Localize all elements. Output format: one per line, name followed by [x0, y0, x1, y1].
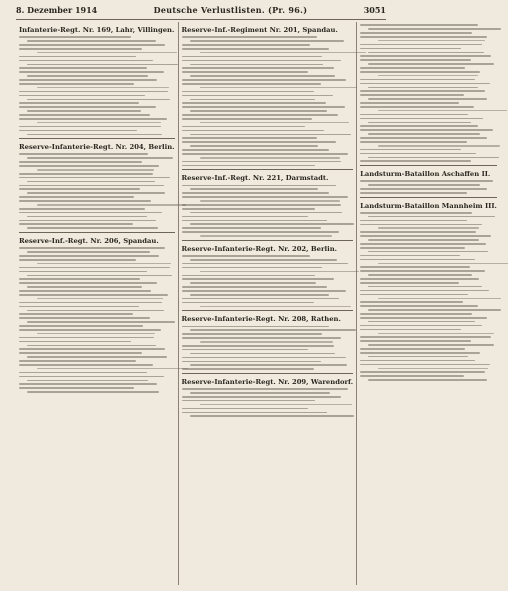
- text-line: [19, 56, 136, 58]
- text-line: [19, 208, 145, 210]
- text-line: [368, 216, 495, 218]
- text-line: [182, 361, 321, 363]
- text-line: [19, 376, 164, 378]
- text-line: [182, 130, 324, 132]
- text-line: [182, 126, 306, 128]
- text-line: [37, 169, 154, 171]
- text-line: [190, 259, 338, 261]
- text-line: [27, 227, 158, 229]
- text-line: [182, 114, 338, 116]
- text-line: [19, 153, 148, 155]
- text-line: [37, 52, 177, 54]
- text-line: [190, 415, 355, 417]
- text-line: [182, 102, 326, 104]
- text-line: [360, 90, 484, 92]
- text-line: [19, 282, 157, 284]
- text-line: [27, 380, 148, 382]
- section-heading: Landsturm-Bataillon Aschaffen II.: [360, 170, 491, 179]
- text-line: [19, 212, 162, 214]
- text-line: [19, 220, 156, 222]
- text-line: [19, 48, 142, 50]
- text-line: [378, 333, 494, 335]
- text-line: [182, 71, 309, 73]
- text-line: [200, 200, 341, 202]
- text-line: [360, 290, 489, 292]
- text-line: [182, 91, 314, 93]
- text-line: [378, 110, 507, 112]
- text-line: [360, 220, 467, 222]
- text-line: [19, 71, 164, 73]
- text-line: [360, 48, 461, 50]
- text-line: [182, 165, 316, 167]
- text-line: [200, 341, 334, 343]
- text-line: [368, 184, 480, 186]
- text-line: [368, 52, 484, 54]
- section-heading: Reserve-Infanterie-Regt. Nr. 209, Warendorf.: [181, 377, 354, 386]
- text-line: [368, 63, 494, 65]
- text-line: [182, 44, 311, 46]
- text-line: [19, 60, 153, 62]
- text-line: [368, 251, 488, 253]
- text-line: [182, 220, 328, 222]
- text-line: [182, 263, 348, 265]
- text-line: [360, 243, 486, 245]
- page-number: 3051: [363, 5, 386, 15]
- text-line: [190, 282, 317, 284]
- text-line: [27, 310, 164, 312]
- section-heading: Reserve-Infanterie-Regt. Nr. 208, Rathen.: [181, 315, 341, 324]
- text-line: [182, 231, 340, 233]
- text-line: [19, 44, 165, 46]
- text-line: [182, 79, 347, 81]
- text-line: [360, 32, 472, 34]
- section-heading: Reserve-Infanterie-Regt. Nr. 204, Berlin.: [19, 143, 175, 152]
- text-line: [182, 204, 342, 206]
- column-2: [178, 22, 357, 585]
- text-line: [19, 348, 165, 350]
- text-line: [190, 212, 343, 214]
- text-line: [368, 122, 471, 124]
- section-divider: [182, 373, 354, 374]
- page-header: [16, 5, 386, 20]
- text-line: [378, 298, 501, 300]
- text-line: [19, 372, 147, 374]
- section-heading: Reserve-Inf.-Regiment Nr. 201, Spandau.: [181, 26, 338, 34]
- text-line: [200, 306, 351, 308]
- text-line: [182, 161, 342, 163]
- text-line: [182, 192, 330, 194]
- text-line: [190, 75, 336, 77]
- text-line: [19, 102, 139, 104]
- text-line: [182, 227, 321, 229]
- text-line: [190, 294, 329, 296]
- text-line: [360, 235, 491, 237]
- text-line: [19, 383, 157, 385]
- text-line: [360, 259, 475, 261]
- text-line: [182, 267, 323, 269]
- text-line: [19, 341, 131, 343]
- text-line: [19, 36, 131, 38]
- text-line: [360, 224, 482, 226]
- text-line: [190, 134, 351, 136]
- text-line: [360, 270, 484, 272]
- text-line: [27, 157, 173, 159]
- text-line: [368, 98, 487, 100]
- text-line: [19, 317, 150, 319]
- text-line: [27, 110, 141, 112]
- text-line: [360, 153, 476, 155]
- text-line: [368, 286, 482, 288]
- text-line: [368, 87, 477, 89]
- text-line: [182, 286, 328, 288]
- text-line: [378, 40, 485, 42]
- text-line: [27, 216, 147, 218]
- text-line: [360, 71, 480, 73]
- text-line: [182, 118, 312, 120]
- text-line: [360, 24, 478, 26]
- text-line: [182, 67, 335, 69]
- text-line: [200, 235, 332, 237]
- text-line: [360, 44, 482, 46]
- text-line: [200, 157, 341, 159]
- text-line: [19, 67, 147, 69]
- text-line: [360, 149, 461, 151]
- text-line: [360, 67, 465, 69]
- text-line: [368, 321, 475, 323]
- text-line: [360, 360, 475, 362]
- text-line: [368, 356, 468, 358]
- text-line: [27, 134, 162, 136]
- text-line: [182, 368, 314, 370]
- text-line: [182, 400, 316, 402]
- text-line: [182, 349, 309, 351]
- text-line: [360, 188, 487, 190]
- text-line: [190, 188, 319, 190]
- text-line: [27, 391, 159, 393]
- text-line: [37, 368, 188, 370]
- text-line: [360, 118, 483, 120]
- text-line: [190, 392, 331, 394]
- text-line: [37, 263, 171, 265]
- text-line: [360, 36, 487, 38]
- text-line: [182, 216, 309, 218]
- text-line: [182, 298, 340, 300]
- text-line: [19, 294, 168, 296]
- text-line: [360, 212, 472, 214]
- text-line: [19, 387, 134, 389]
- text-line: [37, 204, 186, 206]
- text-line: [360, 83, 490, 85]
- text-line: [19, 302, 162, 304]
- text-line: [182, 302, 314, 304]
- text-line: [190, 110, 327, 112]
- text-line: [19, 173, 153, 175]
- text-line: [360, 371, 484, 373]
- text-line: [360, 137, 487, 139]
- text-line: [360, 102, 458, 104]
- text-line: [19, 278, 140, 280]
- text-line: [19, 106, 156, 108]
- text-line: [360, 325, 482, 327]
- text-line: [19, 360, 136, 362]
- text-line: [360, 329, 461, 331]
- text-line: [378, 227, 479, 229]
- text-line: [182, 333, 323, 335]
- text-line: [182, 56, 323, 58]
- text-line: [19, 91, 168, 93]
- text-line: [360, 247, 465, 249]
- section-heading: Reserve-Inf.-Regt. Nr. 206, Spandau.: [19, 236, 159, 245]
- text-line: [360, 336, 491, 338]
- text-line: [360, 340, 471, 342]
- text-line: [360, 180, 493, 182]
- text-line: [19, 352, 142, 354]
- text-line: [182, 408, 309, 410]
- text-line: [19, 118, 167, 120]
- text-line: [360, 255, 460, 257]
- text-line: [19, 130, 137, 132]
- text-line: [182, 60, 342, 62]
- text-line: [182, 95, 333, 97]
- text-line: [19, 196, 134, 198]
- text-line: [368, 157, 499, 159]
- text-line: [368, 309, 501, 311]
- text-line: [27, 356, 167, 358]
- text-line: [182, 36, 318, 38]
- text-line: [182, 290, 347, 292]
- text-line: [19, 188, 140, 190]
- text-line: [182, 153, 348, 155]
- text-line: [27, 286, 142, 288]
- text-line: [190, 145, 319, 147]
- text-line: [182, 345, 335, 347]
- text-line: [360, 364, 490, 366]
- text-line: [190, 64, 324, 66]
- text-line: [27, 181, 155, 183]
- text-line: [19, 83, 134, 85]
- text-line: [200, 52, 366, 54]
- text-line: [360, 352, 480, 354]
- text-line: [360, 266, 469, 268]
- text-line: [360, 79, 475, 81]
- section-heading: Reserve-Infanterie-Regt. Nr. 202, Berlin.: [181, 244, 338, 253]
- text-line: [360, 129, 493, 131]
- text-line: [19, 126, 161, 128]
- text-line: [182, 141, 336, 143]
- text-line: [27, 40, 156, 42]
- text-line: [27, 192, 165, 194]
- text-line: [27, 75, 148, 77]
- text-line: [200, 271, 360, 273]
- text-line: [27, 345, 156, 347]
- text-line: [360, 114, 468, 116]
- text-line: [368, 28, 501, 30]
- text-line: [182, 357, 347, 359]
- text-line: [182, 83, 321, 85]
- text-line: [19, 165, 159, 167]
- text-line: [27, 251, 150, 253]
- text-line: [182, 48, 330, 50]
- text-line: [360, 375, 464, 377]
- text-line: [37, 298, 163, 300]
- text-line: [190, 364, 348, 366]
- column-1: [16, 22, 178, 585]
- text-line: [19, 177, 170, 179]
- text-line: [360, 192, 467, 194]
- section-divider: [182, 169, 354, 170]
- text-line: [360, 94, 464, 96]
- text-line: [360, 348, 465, 350]
- text-line: [19, 313, 133, 315]
- text-line: [360, 294, 468, 296]
- text-line: [182, 208, 316, 210]
- text-line: [360, 317, 487, 319]
- text-line: [19, 259, 136, 261]
- text-line: [360, 59, 471, 61]
- text-line: [37, 122, 161, 124]
- text-line: [378, 75, 478, 77]
- text-line: [27, 275, 172, 277]
- section-divider: [19, 232, 175, 233]
- text-line: [200, 404, 353, 406]
- text-line: [27, 64, 178, 66]
- text-line: [19, 329, 161, 331]
- text-line: [190, 353, 336, 355]
- text-line: [19, 364, 153, 366]
- header-title: Deutsche Verlustlisten. (Pr. 96.): [153, 5, 308, 15]
- text-line: [182, 388, 348, 390]
- text-line: [360, 125, 478, 127]
- section-divider: [360, 197, 497, 198]
- section-divider: [182, 240, 354, 241]
- text-line: [182, 326, 330, 328]
- text-line: [182, 278, 335, 280]
- text-line: [27, 321, 175, 323]
- text-line: [19, 306, 139, 308]
- text-line: [182, 337, 342, 339]
- text-line: [182, 185, 336, 187]
- column-3: [356, 22, 500, 585]
- text-line: [19, 337, 154, 339]
- text-line: [37, 87, 169, 89]
- text-line: [19, 79, 157, 81]
- text-line: [360, 305, 478, 307]
- text-line: [190, 99, 315, 101]
- text-line: [190, 329, 356, 331]
- text-line: [182, 275, 316, 277]
- text-line: [19, 290, 151, 292]
- text-line: [19, 247, 165, 249]
- text-line: [19, 271, 147, 273]
- text-line: [360, 106, 474, 108]
- text-line: [368, 274, 472, 276]
- text-line: [19, 223, 133, 225]
- section-divider: [182, 310, 354, 311]
- section-heading: Landsturm-Bataillon Mannheim III.: [360, 201, 497, 210]
- text-line: [360, 278, 479, 280]
- text-line: [19, 114, 150, 116]
- text-line: [19, 267, 170, 269]
- text-line: [378, 263, 508, 265]
- text-line: [368, 133, 480, 135]
- text-line: [19, 255, 159, 257]
- text-line: [360, 141, 467, 143]
- text-line: [182, 149, 330, 151]
- text-line: [182, 137, 318, 139]
- section-heading: Reserve-Inf.-Regt. Nr. 221, Darmstadt.: [181, 174, 329, 183]
- text-line: [190, 223, 355, 225]
- text-line: [37, 333, 155, 335]
- columns: [16, 22, 497, 585]
- text-line: [27, 99, 170, 101]
- text-line: [360, 231, 476, 233]
- text-line: [19, 200, 151, 202]
- section-divider: [19, 138, 175, 139]
- text-line: [378, 368, 487, 370]
- text-line: [368, 239, 479, 241]
- text-line: [360, 301, 463, 303]
- text-line: [182, 255, 311, 257]
- text-line: [182, 106, 345, 108]
- section-heading: Infanterie-Regt. Nr. 169, Lahr, Villingen.: [19, 26, 175, 34]
- text-line: [378, 145, 500, 147]
- text-line: [200, 87, 358, 89]
- section-divider: [360, 165, 497, 166]
- text-line: [200, 122, 349, 124]
- text-line: [19, 185, 164, 187]
- text-line: [360, 313, 472, 315]
- text-line: [360, 55, 491, 57]
- text-line: [182, 396, 342, 398]
- text-line: [182, 412, 328, 414]
- text-line: [368, 344, 494, 346]
- text-line: [19, 95, 145, 97]
- text-line: [360, 282, 458, 284]
- text-line: [190, 40, 344, 42]
- text-line: [360, 160, 471, 162]
- text-line: [182, 196, 348, 198]
- text-line: [368, 379, 487, 381]
- text-line: [19, 161, 142, 163]
- header-date: 8. Dezember 1914: [16, 5, 98, 15]
- text-line: [19, 325, 143, 327]
